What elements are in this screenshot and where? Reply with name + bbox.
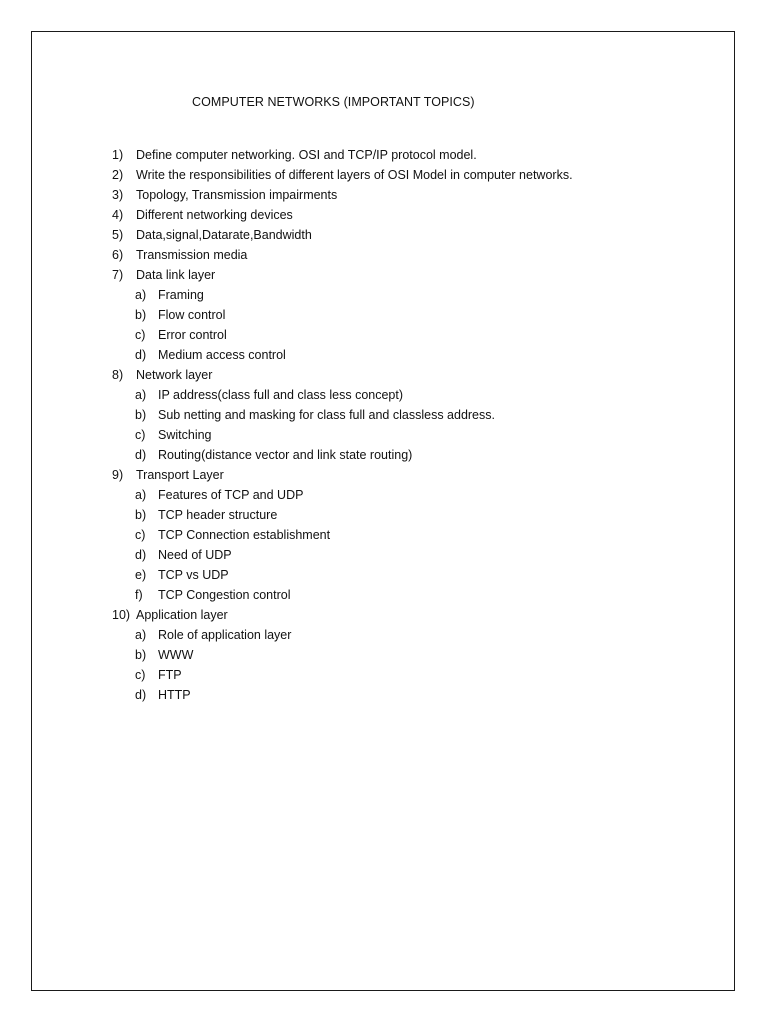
list-item xyxy=(112,605,732,625)
sub-list-item xyxy=(112,485,732,505)
list-item xyxy=(112,185,732,205)
item-number: 7) xyxy=(112,268,124,282)
sub-item-text: TCP Connection establishment xyxy=(158,528,331,542)
sub-list-item xyxy=(112,345,732,365)
item-number: 8) xyxy=(112,368,124,382)
sub-item-text: IP address(class full and class less concept) xyxy=(158,388,404,402)
list-item xyxy=(112,205,732,225)
sub-item-text: Role of application layer xyxy=(158,628,292,642)
sub-item-letter: c) xyxy=(135,328,146,342)
item-text: Transmission media xyxy=(136,248,248,262)
item-number: 5) xyxy=(112,228,124,242)
item-text: Application layer xyxy=(136,608,228,622)
sub-item-letter: a) xyxy=(135,488,147,502)
item-number: 2) xyxy=(112,168,124,182)
sub-item-text: TCP header structure xyxy=(158,508,278,522)
sub-item-letter: e) xyxy=(135,568,147,582)
item-number: 1) xyxy=(112,148,124,162)
sub-item-letter: d) xyxy=(135,548,147,562)
sub-item-letter: a) xyxy=(135,628,147,642)
sub-item-letter: d) xyxy=(135,348,147,362)
sub-item-text: TCP Congestion control xyxy=(158,588,291,602)
sub-item-letter: d) xyxy=(135,688,147,702)
list-item xyxy=(112,245,732,265)
sub-item-text: WWW xyxy=(158,648,194,662)
list-item xyxy=(112,145,732,165)
sub-item-text: Error control xyxy=(158,328,227,342)
sub-list-item xyxy=(112,565,732,585)
sub-list-item xyxy=(112,445,732,465)
item-number: 9) xyxy=(112,468,124,482)
list-item xyxy=(112,365,732,385)
sub-list-item xyxy=(112,285,732,305)
sub-item-letter: c) xyxy=(135,528,146,542)
list-item xyxy=(112,165,732,185)
sub-item-text: Sub netting and masking for class full and classless address. xyxy=(158,408,495,422)
topic-list xyxy=(112,145,732,705)
sub-item-letter: a) xyxy=(135,288,147,302)
sub-list-item xyxy=(112,685,732,705)
sub-item-text: HTTP xyxy=(158,688,191,702)
sub-list-item xyxy=(112,385,732,405)
sub-item-text: FTP xyxy=(158,668,182,682)
item-text: Data link layer xyxy=(136,268,216,282)
sub-list-item xyxy=(112,625,732,645)
item-number: 4) xyxy=(112,208,124,222)
sub-list-item xyxy=(112,665,732,685)
sub-item-text: Features of TCP and UDP xyxy=(158,488,304,502)
item-text: Topology, Transmission impairments xyxy=(136,188,338,202)
sub-list-item xyxy=(112,405,732,425)
item-number: 10) xyxy=(112,608,131,622)
document-title: COMPUTER NETWORKS (IMPORTANT TOPICS) xyxy=(192,95,475,109)
sub-list-item xyxy=(112,645,732,665)
sub-item-letter: a) xyxy=(135,388,147,402)
sub-list-item xyxy=(112,425,732,445)
list-item xyxy=(112,465,732,485)
list-item xyxy=(112,225,732,245)
sub-item-letter: f) xyxy=(135,588,143,602)
sub-item-letter: b) xyxy=(135,648,147,662)
sub-item-letter: b) xyxy=(135,408,147,422)
sub-item-letter: c) xyxy=(135,428,146,442)
sub-item-text: Medium access control xyxy=(158,348,286,362)
sub-list-item xyxy=(112,585,732,605)
item-text: Transport Layer xyxy=(136,468,224,482)
item-text: Define computer networking. OSI and TCP/IP protocol model. xyxy=(136,148,477,162)
item-number: 6) xyxy=(112,248,124,262)
item-text: Different networking devices xyxy=(136,208,293,222)
sub-item-text: Flow control xyxy=(158,308,226,322)
sub-item-text: Framing xyxy=(158,288,204,302)
sub-item-letter: b) xyxy=(135,308,147,322)
sub-item-text: Routing(distance vector and link state routing) xyxy=(158,448,413,462)
sub-item-text: Need of UDP xyxy=(158,548,232,562)
list-item xyxy=(112,265,732,285)
sub-item-letter: b) xyxy=(135,508,147,522)
sub-list-item xyxy=(112,505,732,525)
sub-item-letter: d) xyxy=(135,448,147,462)
sub-list-item xyxy=(112,305,732,325)
item-number: 3) xyxy=(112,188,124,202)
item-text: Network layer xyxy=(136,368,213,382)
sub-list-item xyxy=(112,545,732,565)
sub-list-item xyxy=(112,325,732,345)
item-text: Write the responsibilities of different layers of OSI Model in computer networks. xyxy=(136,168,573,182)
sub-item-text: TCP vs UDP xyxy=(158,568,229,582)
item-text: Data,signal,Datarate,Bandwidth xyxy=(136,228,312,242)
sub-item-text: Switching xyxy=(158,428,212,442)
sub-list-item xyxy=(112,525,732,545)
sub-item-letter: c) xyxy=(135,668,146,682)
